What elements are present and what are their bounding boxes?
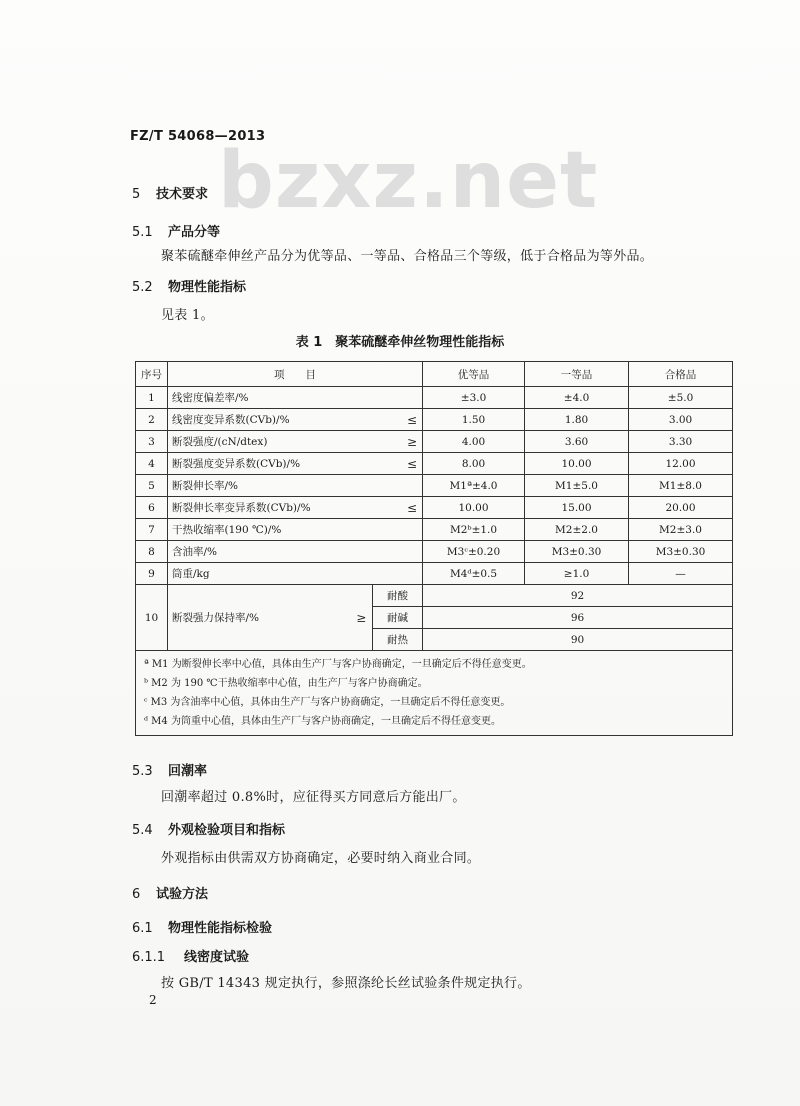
document-code: FZ/T 54068—2013	[130, 129, 266, 144]
table-row	[136, 475, 733, 497]
sub-value-acid: 92	[423, 585, 733, 607]
section-5-1-text: 聚苯硫醚牵伸丝产品分为优等品、一等品、合格品三个等级，低于合格品为等外品。	[161, 249, 654, 264]
row-symbol: ≥	[373, 431, 423, 453]
table-title: 表 1 聚苯硫醚牵伸丝物理性能指标	[295, 335, 505, 350]
row-grade-first: 3.60	[525, 431, 629, 453]
row-no: 2	[136, 409, 168, 431]
row-grade-first: M2±2.0	[525, 519, 629, 541]
row-item: 干热收缩率(190 ℃)/%	[168, 519, 373, 541]
section-title: 物理性能指标	[168, 280, 247, 295]
row-grade-first: 10.00	[525, 453, 629, 475]
row-item: 断裂强力保持率/%	[168, 585, 351, 651]
section-number: 5.4	[132, 823, 153, 838]
row-no: 3	[136, 431, 168, 453]
section-5-2-heading	[132, 276, 246, 295]
section-number: 6	[132, 887, 141, 902]
row-grade-premium: M4ᵈ±0.5	[423, 563, 525, 585]
row-no: 6	[136, 497, 168, 519]
table-row	[136, 563, 733, 585]
table-notes	[136, 651, 733, 736]
note-d: ᵈ M4 为筒重中心值，具体由生产厂与客户协商确定，一旦确定后不得任意变更。	[144, 716, 501, 727]
section-number: 6.1.1	[132, 950, 166, 965]
section-number: 5.3	[132, 764, 153, 779]
section-title: 外观检验项目和指标	[168, 823, 286, 838]
row-symbol	[373, 387, 423, 409]
section-title: 回潮率	[168, 764, 208, 779]
row-grade-first: M1±5.0	[525, 475, 629, 497]
row-grade-qualified: M3±0.30	[629, 541, 733, 563]
row-grade-premium: 10.00	[423, 497, 525, 519]
table-row	[136, 453, 733, 475]
row-no: 7	[136, 519, 168, 541]
row-symbol: ≤	[373, 453, 423, 475]
section-number: 6.1	[132, 921, 153, 936]
table-notes-row	[136, 651, 733, 736]
row-item: 断裂伸长率/%	[168, 475, 373, 497]
note-c: ᶜ M3 为含油率中心值，具体由生产厂与客户协商确定，一旦确定后不得任意变更。	[144, 697, 511, 708]
header-grade-first: 一等品	[525, 362, 629, 387]
section-title: 试验方法	[156, 887, 209, 902]
section-6-1-heading	[132, 917, 272, 936]
row-grade-qualified: 12.00	[629, 453, 733, 475]
section-5-4-heading	[132, 819, 285, 838]
note-a: ª M1 为断裂伸长率中心值，具体由生产厂与客户协商确定，一旦确定后不得任意变更。	[144, 659, 532, 670]
sub-value-heat: 90	[423, 629, 733, 651]
row-grade-first: M3±0.30	[525, 541, 629, 563]
section-title: 技术要求	[156, 187, 209, 202]
row-no: 1	[136, 387, 168, 409]
row-grade-qualified: ±5.0	[629, 387, 733, 409]
section-title: 物理性能指标检验	[168, 921, 273, 936]
row-grade-premium: M1ª±4.0	[423, 475, 525, 497]
row-item: 含油率/%	[168, 541, 373, 563]
section-5-3-heading	[132, 760, 207, 779]
sub-item-acid: 耐酸	[373, 585, 423, 607]
section-number: 5	[132, 187, 141, 202]
table-row	[136, 387, 733, 409]
row-grade-qualified: —	[629, 563, 733, 585]
row-grade-qualified: 20.00	[629, 497, 733, 519]
row-grade-qualified: 3.00	[629, 409, 733, 431]
row-item: 筒重/kg	[168, 563, 373, 585]
row-grade-first: ≥1.0	[525, 563, 629, 585]
header-no: 序号	[136, 362, 168, 387]
row-grade-premium: ±3.0	[423, 387, 525, 409]
section-6-heading	[132, 883, 208, 902]
header-item: 项 目	[168, 362, 423, 387]
row-grade-first: 15.00	[525, 497, 629, 519]
row-no: 4	[136, 453, 168, 475]
page-number: 2	[149, 993, 157, 1007]
header-grade-premium: 优等品	[423, 362, 525, 387]
row-item: 线密度变异系数(CVb)/%	[168, 409, 373, 431]
row-item: 断裂强度/(cN/dtex)	[168, 431, 373, 453]
section-number: 5.2	[132, 280, 153, 295]
row-grade-premium: M3ᶜ±0.20	[423, 541, 525, 563]
physical-properties-table	[135, 361, 733, 736]
row-grade-premium: M2ᵇ±1.0	[423, 519, 525, 541]
section-6-1-1-heading	[132, 946, 249, 965]
section-title: 产品分等	[168, 225, 221, 240]
row-symbol	[373, 563, 423, 585]
table-row-10	[136, 585, 733, 607]
row-no: 9	[136, 563, 168, 585]
watermark: bzxz.net	[218, 136, 599, 226]
row-grade-first: ±4.0	[525, 387, 629, 409]
row-no: 10	[136, 585, 168, 651]
note-b: ᵇ M2 为 190 ℃干热收缩率中心值，由生产厂与客户协商确定。	[144, 678, 428, 689]
table-header-row	[136, 362, 733, 387]
row-item: 断裂伸长率变异系数(CVb)/%	[168, 497, 373, 519]
row-symbol: ≥	[351, 585, 373, 651]
row-grade-qualified: M1±8.0	[629, 475, 733, 497]
header-grade-qualified: 合格品	[629, 362, 733, 387]
sub-item-heat: 耐热	[373, 629, 423, 651]
row-item: 线密度偏差率/%	[168, 387, 373, 409]
row-symbol: ≤	[373, 497, 423, 519]
row-symbol	[373, 475, 423, 497]
row-symbol: ≤	[373, 409, 423, 431]
section-5-2-text: 见表 1。	[161, 308, 214, 323]
section-6-1-1-text: 按 GB/T 14343 规定执行，参照涤纶长丝试验条件规定执行。	[161, 976, 531, 991]
table-row	[136, 497, 733, 519]
row-no: 5	[136, 475, 168, 497]
table-row	[136, 431, 733, 453]
sub-item-alkali: 耐碱	[373, 607, 423, 629]
table-row	[136, 541, 733, 563]
row-symbol	[373, 519, 423, 541]
sub-value-alkali: 96	[423, 607, 733, 629]
row-grade-qualified: 3.30	[629, 431, 733, 453]
section-5-1-heading	[132, 221, 220, 240]
table-row	[136, 519, 733, 541]
section-5-heading	[132, 183, 208, 202]
section-5-4-text: 外观指标由供需双方协商确定，必要时纳入商业合同。	[161, 851, 481, 866]
row-grade-premium: 4.00	[423, 431, 525, 453]
section-title: 线密度试验	[184, 950, 250, 965]
section-number: 5.1	[132, 225, 153, 240]
row-symbol	[373, 541, 423, 563]
row-grade-premium: 8.00	[423, 453, 525, 475]
table-row	[136, 409, 733, 431]
row-grade-premium: 1.50	[423, 409, 525, 431]
row-grade-qualified: M2±3.0	[629, 519, 733, 541]
section-5-3-text: 回潮率超过 0.8%时，应征得买方同意后方能出厂。	[161, 790, 466, 805]
row-grade-first: 1.80	[525, 409, 629, 431]
row-item: 断裂强度变异系数(CVb)/%	[168, 453, 373, 475]
row-no: 8	[136, 541, 168, 563]
